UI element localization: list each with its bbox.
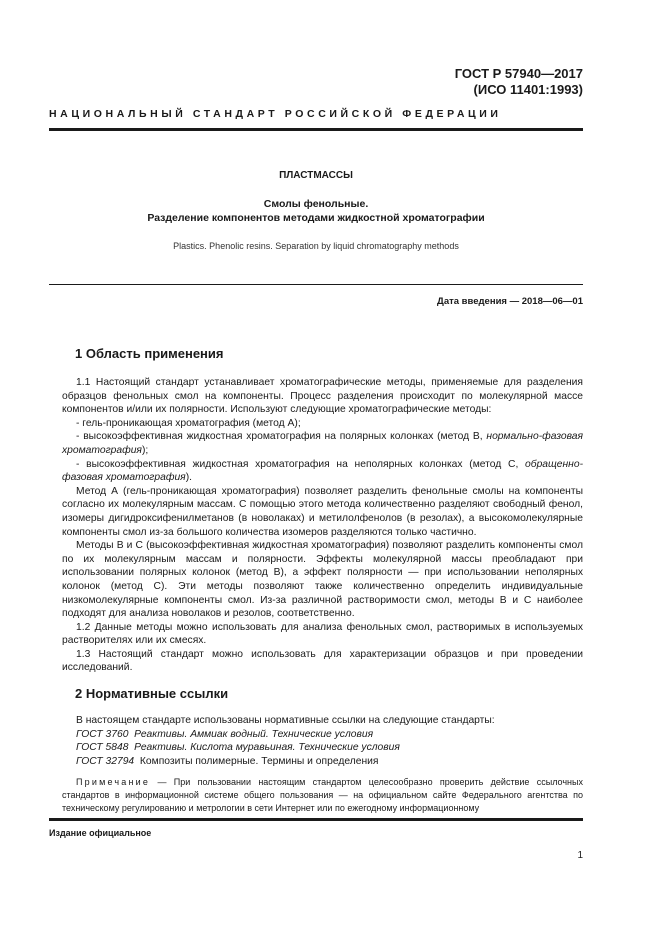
reference-code: ГОСТ 3760 bbox=[76, 728, 129, 740]
section-2-heading: 2 Нормативные ссылки bbox=[75, 686, 229, 701]
iso-code: (ИСО 11401:1993) bbox=[473, 82, 583, 97]
list-item-method-c-italic: обращенно-фазовая хроматография bbox=[62, 458, 583, 484]
reference-code: ГОСТ 32794 bbox=[76, 755, 135, 767]
paragraph-1-1: 1.1 Настоящий стандарт устанавливает хроматографические методы, применяемые для разделения образцов фенольных смол на компоненты. Процесс разделения происходит по молекулярной массе компонентов и/или их полярности. Используют следующие хроматографические методы: bbox=[62, 377, 583, 416]
footer-rule bbox=[49, 818, 583, 821]
list-item-gpc: - гель-проникающая хроматография (метод А); bbox=[76, 417, 301, 429]
section-1-body bbox=[62, 376, 583, 675]
gost-code: ГОСТ Р 57940—2017 bbox=[454, 66, 583, 81]
page-number: 1 bbox=[577, 850, 583, 861]
section-2-body bbox=[62, 714, 583, 768]
list-item-method-c bbox=[62, 458, 583, 485]
paragraph-1-3: 1.3 Настоящий стандарт можно использовать для характеризации образцов и при проведении исследований. bbox=[62, 648, 583, 674]
paragraph-method-a: Метод А (гель-проникающая хроматография) позволяет разделить фенольные смолы на компоненты согласно их молекулярным массам. С помощью этого метода количественно разделяют свободный фенол, изомеры дигидроксифенилметанов (в новолаках) и метилолфенолов (в резолах), а высокомолекулярные компоненты смол из-за большого количества изомеров разделяются только частично. bbox=[62, 485, 583, 538]
list-item-method-b-italic: нормально-фазовая хроматография bbox=[62, 431, 583, 456]
edition-label: Издание официальное bbox=[49, 828, 152, 838]
paragraph-methods-b-c: Методы В и С (высокоэффективная жидкостная хроматография) позволяют разделить компоненты смол по их молекулярным массам и полярности. Эффекты молекулярной массы преобладают при использовании полярных колонок (метод В), а эффект полярности — при использовании неполярных колонок (метод С). Эти методы позволяют также количественно определить индивидуальные низкомолекулярные компоненты смол. Из-за различной растворимости смол, методы В и С наиболее подходят для анализа новолаков и резолов, соответственно. bbox=[62, 540, 583, 620]
title-subtitle-2: Разделение компонентов методами жидкостной хроматографии bbox=[147, 212, 485, 224]
title-rule bbox=[49, 284, 583, 285]
introduction-date: Дата введения — 2018—06—01 bbox=[437, 296, 583, 307]
list-item-method-b-text: - высокоэффективная жидкостная хроматография на полярных колонках (метод В, bbox=[76, 431, 487, 443]
note-text: — При пользовании настоящим стандартом целесообразно проверить действие ссылочных стандартов в информационной системе общего пользования — на официальном сайте Федерального агентства по техническому регулированию и метрологии в сети Интернет или по ежегодному информационному bbox=[62, 777, 583, 813]
title-subtitle-1: Смолы фенольные. bbox=[263, 198, 369, 210]
national-standard-label: НАЦИОНАЛЬНЫЙ СТАНДАРТ РОССИЙСКОЙ ФЕДЕРАЦИИ bbox=[49, 108, 502, 120]
note-label: Примечание bbox=[76, 777, 151, 787]
document-code-block bbox=[455, 66, 583, 98]
section-1-heading: 1 Область применения bbox=[75, 346, 224, 361]
reference-code: ГОСТ 5848 bbox=[76, 742, 129, 754]
reference-title: Композиты полимерные. Термины и определения bbox=[139, 755, 379, 767]
list-item-method-c-text: - высокоэффективная жидкостная хроматография на неполярных колонках (метод С, bbox=[76, 458, 526, 470]
list-item-method-c-end: ). bbox=[185, 472, 192, 484]
list-item-method-b-end: ); bbox=[141, 444, 149, 456]
paragraph-1-2: 1.2 Данные методы можно использовать для анализа фенольных смол, растворимых в используемых растворителях или их смесях. bbox=[62, 621, 583, 647]
header-rule bbox=[49, 128, 583, 131]
title-english: Plastics. Phenolic resins. Separation by liquid chromatography methods bbox=[173, 241, 459, 251]
reference-item bbox=[62, 741, 583, 755]
references-intro: В настоящем стандарте использованы нормативные ссылки на следующие стандарты: bbox=[76, 715, 495, 726]
note-block bbox=[62, 776, 583, 815]
list-item-method-b bbox=[62, 430, 583, 457]
title-main: ПЛАСТМАССЫ bbox=[279, 170, 353, 181]
reference-title: Реактивы. Кислота муравьиная. Технические условия bbox=[134, 742, 400, 754]
reference-item bbox=[62, 728, 583, 742]
reference-item bbox=[62, 755, 583, 769]
reference-title: Реактивы. Аммиак водный. Технические условия bbox=[134, 728, 374, 740]
